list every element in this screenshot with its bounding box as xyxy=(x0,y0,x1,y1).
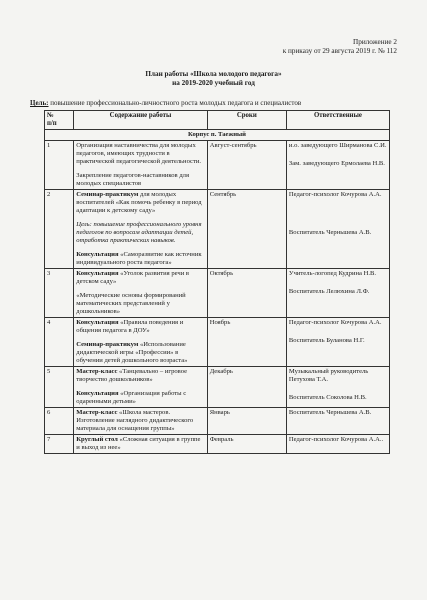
corpus-row xyxy=(45,130,390,141)
responsible-person: Зам. заведующего Ермолаева Н.В. xyxy=(288,160,385,167)
content-block xyxy=(76,292,204,316)
row-number: 3 xyxy=(45,269,74,318)
content-block xyxy=(76,142,204,166)
responsible-person: Воспитатель Лелюхина Л.Ф. xyxy=(288,288,370,295)
content-text: «Организация работы с одаренными детьми» xyxy=(76,390,187,405)
table-row xyxy=(45,269,390,318)
table-row xyxy=(45,435,390,454)
responsible-person: Воспитатель Соколова Н.В. xyxy=(288,394,367,401)
responsible-person: Воспитатель Черньшева А.В. xyxy=(288,409,372,416)
content-text: «Школа мастеров. Изготовление наглядного дидактического материала для оснащения группы» xyxy=(76,409,194,432)
row-responsible xyxy=(286,269,389,318)
row-dates: Август-сентябрь xyxy=(207,141,286,190)
row-number: 7 xyxy=(45,435,74,454)
content-text: Закрепление педагогов-наставников для молодых специалистов xyxy=(76,172,189,187)
goal-statement xyxy=(30,99,420,108)
table-row xyxy=(45,318,390,367)
content-text: «Правила поведения и общения педагога в ДОУ» xyxy=(76,319,184,334)
row-responsible xyxy=(286,435,389,454)
content-bold: Консультация xyxy=(76,390,119,397)
table-row xyxy=(45,141,390,190)
content-text: для молодых воспитателей «Как помочь ребенку в период адаптации к детскому саду» xyxy=(76,191,202,214)
header-dates: Сроки xyxy=(207,111,286,130)
page-title xyxy=(0,70,427,88)
title-line-2: на 2019-2020 учебный год xyxy=(172,79,255,87)
header-num xyxy=(45,111,74,130)
corpus-label: Корпус п. Таежный xyxy=(45,130,390,141)
header-num-line-1: № xyxy=(47,112,54,119)
row-responsible xyxy=(286,190,389,269)
header-content: Содержание работы xyxy=(74,111,207,130)
content-text: «Использование дидактической игры «Профессии» в обучении детей дошкольного возраста» xyxy=(76,341,188,364)
row-dates: Январь xyxy=(207,408,286,435)
row-content xyxy=(74,141,207,190)
content-text: «Танцевально – игровое творчество дошкольников» xyxy=(76,368,188,383)
responsible-person: Педагог-психолог Кочурова А.А.. xyxy=(288,436,384,443)
content-bold: Консультация xyxy=(76,319,119,326)
content-block xyxy=(76,390,204,406)
content-bold: Семинар-практикум xyxy=(76,341,139,348)
row-content xyxy=(74,435,207,454)
appendix-line-2: к приказу от 29 августа 2019 г. № 112 xyxy=(282,47,397,55)
work-plan-table xyxy=(44,110,390,454)
row-dates: Декабрь xyxy=(207,367,286,408)
appendix-note xyxy=(283,38,397,56)
row-number: 6 xyxy=(45,408,74,435)
goal-text: повышение профессионально-личностного роста молодых педагога и специалистов xyxy=(50,99,302,107)
content-text: «Методические основы формирований математических представлений у дошкольников» xyxy=(76,292,186,315)
content-bold: Круглый стол xyxy=(76,436,118,443)
row-responsible xyxy=(286,318,389,367)
row-content xyxy=(74,367,207,408)
content-bold: Консультация xyxy=(76,251,119,258)
title-line-1: План работы «Школа молодого педагога» xyxy=(145,70,282,78)
responsible-person: Воспитатель Буланова Н.Г. xyxy=(288,337,365,344)
content-text: «Саморазвитие как источник индивидуального роста педагога» xyxy=(76,251,202,266)
row-dates: Ноябрь xyxy=(207,318,286,367)
content-text: «Сложная ситуация в группе и выход из нее» xyxy=(76,436,201,451)
content-bold: Консультация xyxy=(76,270,119,277)
row-responsible xyxy=(286,367,389,408)
content-block xyxy=(76,368,204,384)
row-content xyxy=(74,408,207,435)
content-block xyxy=(76,172,204,188)
row-number: 4 xyxy=(45,318,74,367)
row-dates: Февраль xyxy=(207,435,286,454)
content-italic: Цель: повышение профессионального уровня педагогов по вопросам адаптации детей, отработка практических навыков. xyxy=(76,221,202,244)
row-content xyxy=(74,190,207,269)
responsible-person: Педагог-психолог Кочурова А.А. xyxy=(288,191,382,198)
content-block xyxy=(76,319,204,335)
table-row xyxy=(45,408,390,435)
row-number: 1 xyxy=(45,141,74,190)
content-text: «Уголок развития речи в детском саду» xyxy=(76,270,189,285)
row-responsible xyxy=(286,141,389,190)
header-num-line-2: п/п xyxy=(47,120,57,127)
row-responsible xyxy=(286,408,389,435)
content-block xyxy=(76,409,204,433)
content-block xyxy=(76,270,204,286)
header-responsible: Ответственные xyxy=(286,111,389,130)
content-bold: Мастер-класс xyxy=(76,409,118,416)
row-content xyxy=(74,269,207,318)
content-block xyxy=(76,436,204,452)
content-block xyxy=(76,221,204,245)
content-block xyxy=(76,251,204,267)
content-text: Организация наставничества для молодых педагогов, имеющих трудности в практической педагогической деятельности. xyxy=(76,142,202,165)
table-header-row xyxy=(45,111,390,130)
responsible-person: Учитель-логопед Кудрина Н.В. xyxy=(288,270,377,277)
responsible-person: и.о. заведующего Ширманова С.И. xyxy=(288,142,387,149)
content-bold: Мастер-класс xyxy=(76,368,118,375)
content-block xyxy=(76,191,204,215)
content-block xyxy=(76,341,204,365)
goal-label: Цель: xyxy=(30,99,49,107)
table-row xyxy=(45,190,390,269)
responsible-person: Педагог-психолог Кочурова А.А. xyxy=(288,319,382,326)
table-row xyxy=(45,367,390,408)
row-number: 5 xyxy=(45,367,74,408)
content-bold: Семинар-практикум xyxy=(76,191,139,198)
row-dates: Сентябрь xyxy=(207,190,286,269)
responsible-person: Музыкальный руководитель Петухова Т.А. xyxy=(288,368,369,383)
appendix-line-1: Приложение 2 xyxy=(353,38,397,46)
row-number: 2 xyxy=(45,190,74,269)
row-content xyxy=(74,318,207,367)
responsible-person: Воспитатель Черньшева А.В. xyxy=(288,229,372,236)
row-dates: Октябрь xyxy=(207,269,286,318)
